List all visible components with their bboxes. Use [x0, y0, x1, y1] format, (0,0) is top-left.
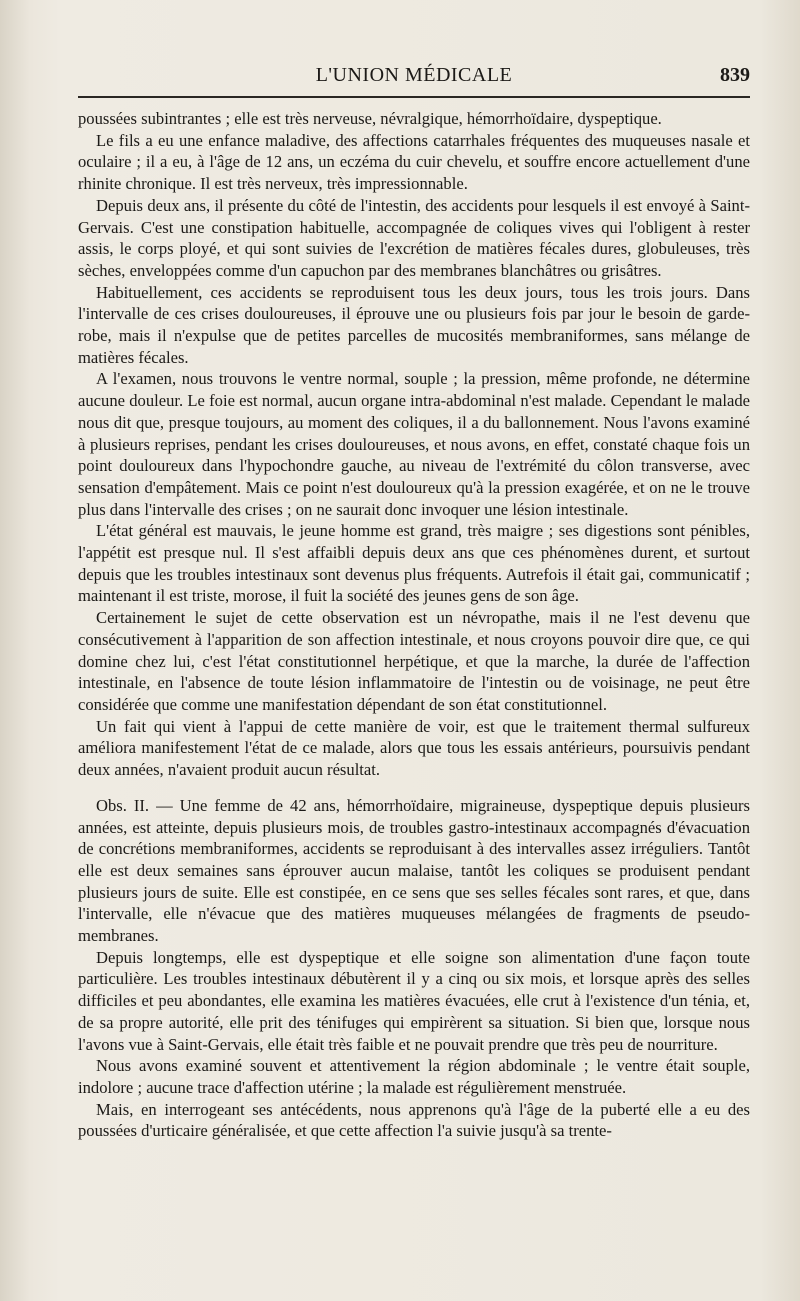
paragraph-4: Habituellement, ces accidents se reproduisent tous les deux jours, tous les trois jours. Dans l'intervalle de ces crises douloureuses, il éprouve une ou plusieurs fois par jour le besoin de garde-robe, mais il n'expulse que de petites parcelles de mucosités membraniformes, sans mélange de matières fécales.: [78, 282, 750, 367]
paragraph-8: Un fait qui vient à l'appui de cette manière de voir, est que le traitement thermal sulfureux améliora manifestement l'état de ce malade, alors que tous les essais antérieurs, poursuivis pendant deux années, n'avaient produit aucun résultat.: [78, 716, 750, 780]
paragraph-5: A l'examen, nous trouvons le ventre normal, souple ; la pression, même profonde, ne détermine aucune douleur. Le foie est normal, aucun organe intra-abdominal n'est malade. Cependant le malade nous dit que, presque toujours, au moment des coliques, il a du ballonnement. Nous l'avons examiné à plusieurs reprises, pendant les crises douloureuses, et nous avons, en effet, constaté chaque fois un point douloureux dans l'hypochondre gauche, au niveau de l'extrémité du côlon transverse, avec sensation d'empâtement. Mais ce point n'est douloureux qu'à la pression exagérée, et on ne le trouve plus dans l'intervalle des crises ; on ne saurait donc invoquer une lésion intestinale.: [78, 369, 750, 519]
running-title: L'UNION MÉDICALE: [315, 64, 513, 86]
paragraph-1: poussées subintrantes ; elle est très nerveuse, névralgique, hémorrhoïdaire, dyspeptique.: [78, 109, 662, 128]
paragraph-3: Depuis deux ans, il présente du côté de l'intestin, des accidents pour lesquels il est envoyé à Saint-Gervais. C'est une constipation habituelle, accompagnée de coliques vives qui l'obligent à rester assis, le corps ployé, et qui sont suivies de l'excrétion de matières fécales dures, globuleuses, très sèches, enveloppées comme d'un capuchon par des membranes blanchâtres ou grisâtres.: [78, 195, 750, 280]
body-text: [78, 108, 750, 1142]
paragraph-2: Le fils a eu une enfance maladive, des affections catarrhales fréquentes des muqueuses nasale et oculaire ; il a eu, à l'âge de 12 ans, un eczéma du cuir chevelu, et souffre encore actuellement d'une rhinite chronique. Il est très nerveux, très impressionnable.: [78, 130, 750, 194]
page-number: 839: [720, 64, 750, 86]
paragraph-11: Nous avons examiné souvent et attentivement la région abdominale ; le ventre était souple, indolore ; aucune trace d'affection utérine ; la malade est régulièrement menstruée.: [78, 1056, 750, 1097]
paragraph-12: Mais, en interrogeant ses antécédents, nous apprenons qu'à l'âge de la puberté elle a eu des poussées d'urticaire généralisée, et que cette affection l'a suivie jusqu'à sa trente-: [78, 1099, 750, 1141]
paragraph-obs-2: Obs. II. — Une femme de 42 ans, hémorrhoïdaire, migraineuse, dyspeptique depuis plusieurs années, est atteinte, depuis plusieurs mois, de troubles gastro-intestinaux accompagnés d'évacuation de concrétions membraniformes, accidents se reproduisant à des intervalles assez irréguliers. Tantôt elle est deux semaines sans éprouver aucun malaise, tantôt les coliques se produisent pendant plusieurs jours de suite. Elle est constipée, en ce sens que ses selles fécales sont rares, et que, dans l'intervalle, elle n'évacue que des matières muqueuses mélangées de fragments de pseudo-membranes.: [78, 795, 750, 946]
page-header: [78, 64, 750, 92]
header-rule: [78, 96, 750, 98]
paragraph-6: L'état général est mauvais, le jeune homme est grand, très maigre ; ses digestions sont pénibles, l'appétit est presque nul. Il s'est affaibli depuis deux ans que ces phénomènes durent, et surtout depuis que les troubles intestinaux sont devenus plus fréquents. Autrefois il était gai, communicatif ; maintenant il est triste, morose, il fuit la société des jeunes gens de son âge.: [78, 521, 750, 606]
paragraph-7: Certainement le sujet de cette observation est un névropathe, mais il ne l'est devenu que consécutivement à l'apparition de son affection intestinale, et nous croyons pouvoir dire que, ce qui domine chez lui, c'est l'état constitutionnel herpétique, et que la marche, la durée de l'affection intestinale, en l'absence de toute lésion inflammatoire de l'intestin ou de voisinage, ne peut être considérée que comme une manifestation dépendant de son état constitutionnel.: [78, 608, 750, 714]
paragraph-10: Depuis longtemps, elle est dyspeptique et elle soigne son alimentation d'une façon toute particulière. Les troubles intestinaux débutèrent il y a cinq ou six mois, et lorsque après des selles difficiles et peu abondantes, elle examina les matières évacuées, elle crut à l'existence d'un ténia, et, de sa propre autorité, elle prit des ténifuges qui empirèrent sa situation. Si bien que, lorsque nous l'avons vue à Saint-Gervais, elle était très faible et ne pouvait prendre que très peu de nourriture.: [78, 947, 750, 1054]
